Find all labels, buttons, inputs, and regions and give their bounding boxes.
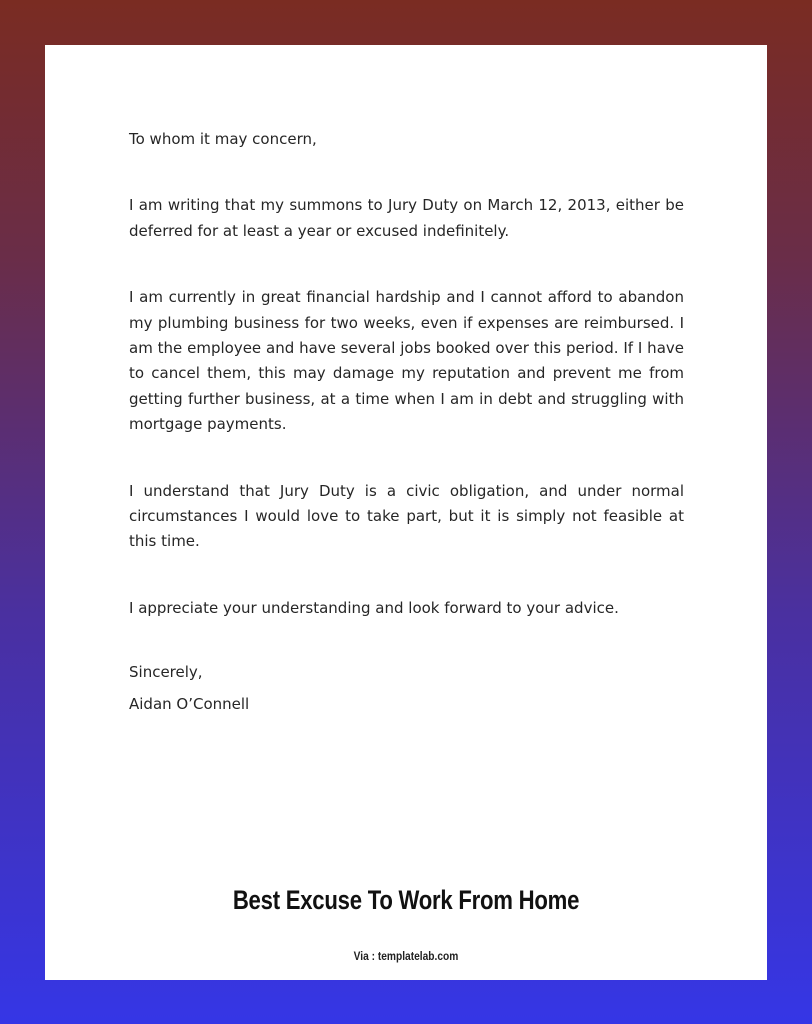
letter-signature: Aidan O’Connell bbox=[129, 694, 250, 713]
caption-source: Via : templatelab.com bbox=[353, 949, 459, 963]
letter-paragraph-2: I am currently in great financial hardship and I cannot afford to abandon my plumbing business for two weeks, even if expenses are reimbursed. I am the employee and have several jobs booked over this period. If I have to cancel them, this may damage my reputation and prevent me from getting further business, at a time when I am in debt and struggling with mortgage payments. bbox=[129, 288, 684, 434]
letter-paragraph-1: I am writing that my summons to Jury Duty on March 12, 2013, either be deferred for at least a year or excused indefinitely. bbox=[129, 196, 684, 240]
letter-body bbox=[129, 127, 684, 717]
caption-title: Best Excuse To Work From Home bbox=[232, 885, 580, 915]
letter-card bbox=[45, 45, 767, 980]
letter-closing: Sincerely, bbox=[129, 663, 203, 682]
letter-paragraph-4: I appreciate your understanding and look forward to your advice. bbox=[129, 598, 619, 617]
letter-greeting: To whom it may concern, bbox=[129, 130, 317, 148]
letter-paragraph-3: I understand that Jury Duty is a civic obligation, and under normal circumstances I would love to take part, but it is simply not feasible at this time. bbox=[129, 481, 684, 551]
